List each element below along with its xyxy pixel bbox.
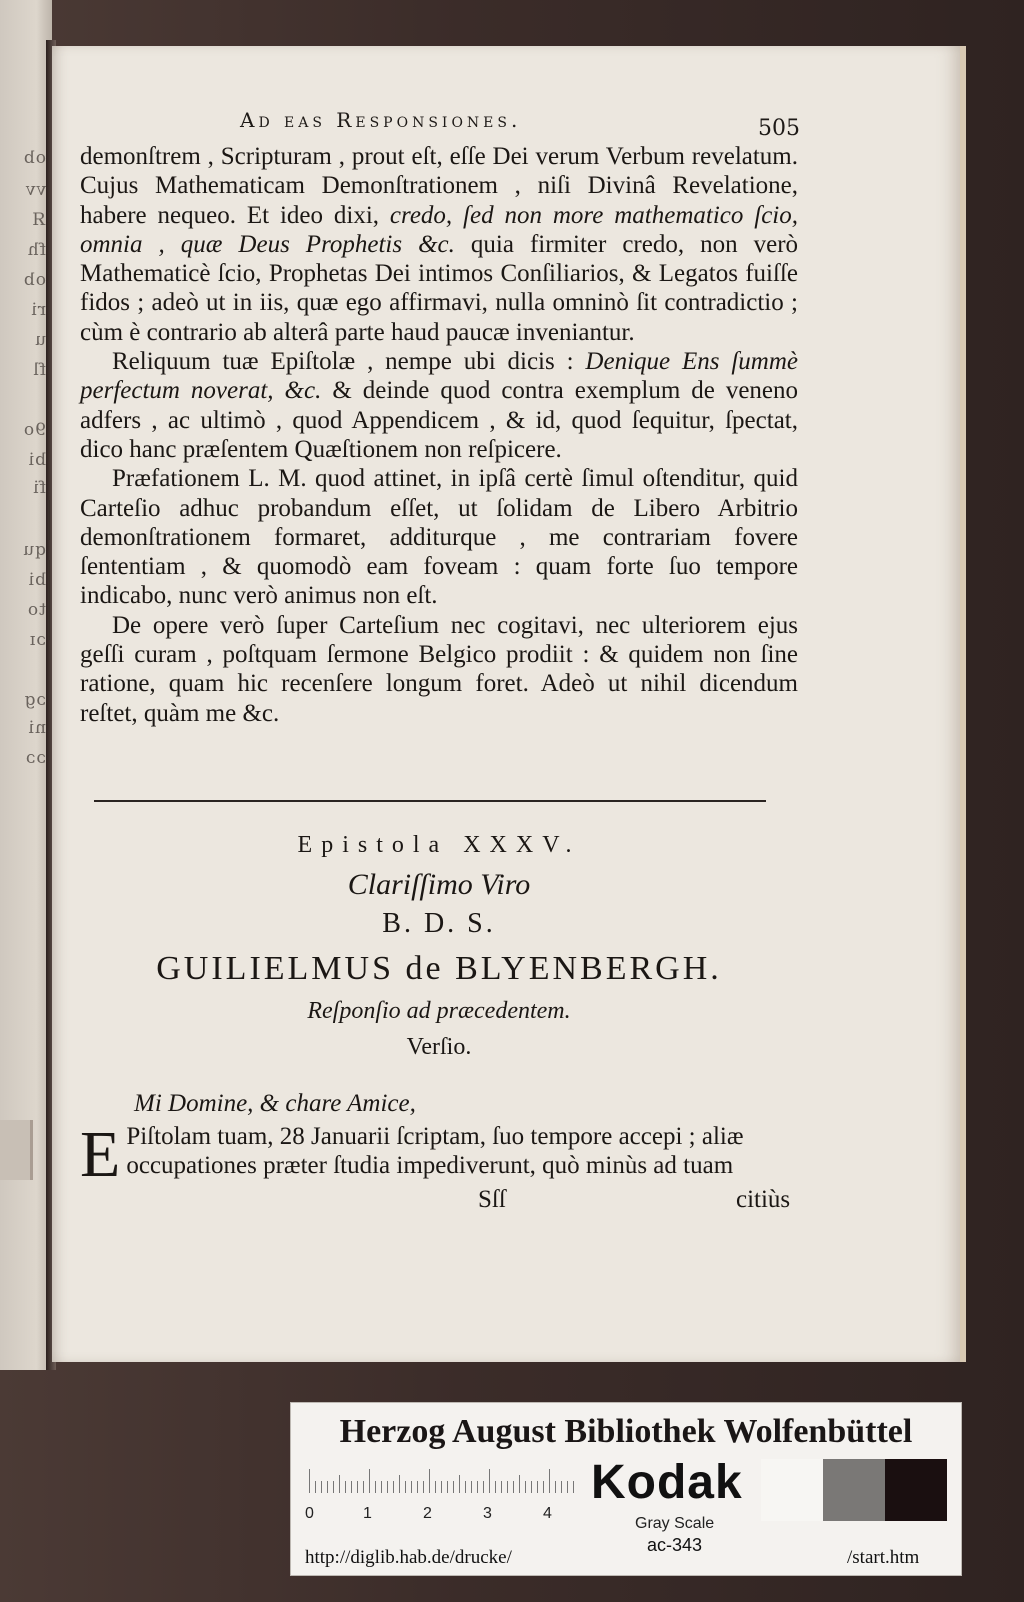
page-number: 505 [758, 116, 800, 141]
ruler-tick [531, 1481, 532, 1493]
section-rule [94, 800, 766, 802]
addressee-initials: B. D. S. [382, 908, 496, 939]
adjacent-text-fragment: bi [27, 570, 46, 590]
ruler-tick [537, 1481, 538, 1493]
adjacent-text-fragment: bi [27, 450, 46, 470]
ruler-tick [315, 1481, 316, 1493]
ruler-tick [441, 1481, 442, 1493]
adjacent-text-fragment: ɔɔ [24, 748, 46, 768]
ruler-tick [561, 1481, 562, 1493]
ruler-tick [405, 1481, 406, 1493]
ruler-tick [387, 1481, 388, 1493]
paragraph [80, 142, 798, 347]
ruler-label: 1 [363, 1505, 372, 1522]
salutation: Mi Domine, & chare Amice, [134, 1090, 416, 1117]
ruler-tick [393, 1481, 394, 1493]
margin-line [48, 500, 50, 540]
adjacent-dropcap-fragment [0, 1120, 33, 1180]
ruler-label: 3 [483, 1505, 492, 1522]
paragraph: De opere verò ſuper Carteſium nec cogitavi, nec ulteriorem ejus geſſi curam , poſtquam ſermone Belgico prodiit : & quidem non ſine ratione, quam hic recenſere longum foret. Adeò ut nihil dicendum reſtet, quàm me &c. [80, 611, 798, 727]
ruler-tick [465, 1481, 466, 1493]
adjacent-text-fragment: to [26, 600, 46, 620]
letter-opening [80, 1118, 798, 1191]
gray-swatches [761, 1459, 947, 1521]
ruler-tick [471, 1481, 472, 1493]
margin-line [48, 560, 50, 640]
swatch-gray [823, 1459, 885, 1521]
ruler-tick [525, 1481, 526, 1493]
paragraph: Præfationem L. M. quod attinet, in ipſâ certè ſimul oſtenditur, quid Carteſio adhuc probandum eſſet, ut ſolidam de Libero Arbitrio demonſtrationem formaret, additurque , me contrariam fovere ſententiam , & quomodò eam foveam : quam forte ſuo tempore indicabo, nunc verò animus non eſt. [80, 465, 798, 610]
ruler-tick [351, 1481, 352, 1493]
ruler-tick [573, 1481, 574, 1493]
ruler-tick [501, 1481, 502, 1493]
ruler-tick [447, 1481, 448, 1493]
color-calibration-card [290, 1402, 962, 1576]
ruler-tick [339, 1475, 340, 1493]
ruler-label: 4 [543, 1505, 552, 1522]
catchword: citiùs [736, 1186, 791, 1213]
drop-capital: E [80, 1118, 121, 1191]
letter-number-heading: Epistola XXXV. [297, 832, 581, 858]
measurement-ruler [305, 1465, 567, 1522]
ruler-tick [555, 1481, 556, 1493]
ruler-tick [519, 1475, 520, 1493]
ruler-tick [459, 1475, 460, 1493]
ruler-tick [357, 1481, 358, 1493]
ruler-tick [417, 1481, 418, 1493]
ruler-tick [333, 1481, 334, 1493]
ruler-tick [381, 1481, 382, 1493]
url-suffix: /start.htm [847, 1547, 920, 1568]
author-name: GUILIELMUS de BLYENBERGH. [156, 950, 722, 987]
paragraph-text: demonſtrem , Scripturam , prout eſt, eſſe Dei verum Verbum revelatum. Cujus Mathematicam Demonſtrationem , niſi Divinâ Revelatione, habere nequeo. Et ideo dixi, [80, 143, 798, 229]
library-name: Herzog August Bibliothek Wolfenbüttel [339, 1413, 913, 1450]
ruler-tick [507, 1481, 508, 1493]
ruler-tick [429, 1469, 430, 1493]
body-text [80, 142, 798, 728]
signature-mark: Sſſ [478, 1186, 506, 1213]
adjacent-text-fragment: ɔɪ [29, 630, 46, 650]
ruler-tick [489, 1469, 490, 1493]
shelfmark: ac-343 [647, 1535, 703, 1555]
adjacent-text-fragment: ob [22, 148, 46, 168]
ruler-tick [321, 1481, 322, 1493]
adjacent-text-fragment: vv [24, 180, 46, 200]
adjacent-text-fragment: ri [30, 300, 46, 320]
quotation-italic: Denique Ens ſummè perfectum noverat, &c. [80, 348, 799, 405]
adjacent-text-fragment: ni [27, 718, 46, 738]
adjacent-text-fragment: fh [26, 240, 46, 260]
adjacent-text-fragment: ob [22, 270, 46, 290]
response-note: Reſponſio ad præcedentem. [307, 998, 571, 1024]
ruler-tick [435, 1481, 436, 1493]
quotation-italic: credo, ſed non more mathematico ſcio, omnia , quæ Deus Prophetis &c. [80, 201, 798, 258]
ruler-label: 0 [305, 1505, 314, 1522]
ruler-tick [423, 1481, 424, 1493]
paragraph-text: quia firmiter credo, non verò Mathematicè ſcio, Prophetas Dei intimos Conſiliarios, & Legatos fuiſſe fidos ; adeò ut in iis, quæ ego affirmavi, nulla omninò ſit contradictio ; cùm è contrario ab alterâ parte haud paucæ inveniantur. [80, 230, 799, 346]
ruler-tick [543, 1481, 544, 1493]
swatch-white [761, 1459, 823, 1521]
paragraph-text: & deinde quod contra exemplum de veneno adfers , ac ultimò , quod Appendicem , & id, quod ſequitur, ſpectat, dico hanc præſentem Quæſtionem non reſpicere. [80, 377, 799, 463]
adjacent-text-fragment: fl [32, 360, 46, 380]
ruler-tick [327, 1481, 328, 1493]
ruler-tick [549, 1469, 550, 1493]
paragraph-text: Reliquum tuæ Epiſtolæ , nempe ubi dicis : [112, 348, 574, 376]
ruler-tick [483, 1481, 484, 1493]
adjacent-text-fragment: ɔg [23, 690, 46, 710]
paragraph [80, 347, 798, 464]
ruler-tick [375, 1481, 376, 1493]
adjacent-text-fragment: qu [22, 540, 46, 560]
adjacent-text-fragment: 9o [22, 420, 46, 440]
ruler-tick [363, 1481, 364, 1493]
swatch-black [885, 1459, 947, 1521]
ruler-tick [411, 1481, 412, 1493]
adjacent-text-fragment: u [34, 330, 46, 350]
gray-scale-label: Gray Scale [635, 1515, 715, 1532]
running-head: Ad eas Responsiones. [240, 108, 522, 132]
letter-text: Piſtolam tuam, 28 Januarii ſcriptam, ſuo tempore accepi ; aliæ occupationes præter ſtudia impediverunt, quò minùs ad tuam [126, 1123, 744, 1180]
url-prefix: http://diglib.hab.de/drucke/ [305, 1547, 512, 1568]
ruler-tick [369, 1469, 370, 1493]
ruler-tick [513, 1481, 514, 1493]
ruler-tick [495, 1481, 496, 1493]
versio-label: Verſio. [406, 1034, 472, 1060]
kodak-logo: Kodak [591, 1456, 743, 1509]
ruler-tick [309, 1469, 310, 1493]
adjacent-text-fragment: fi [32, 478, 46, 498]
adjacent-page-strip [0, 0, 52, 1370]
ruler-tick [453, 1481, 454, 1493]
adjacent-text-fragment: Я [31, 210, 46, 230]
ruler-label: 2 [423, 1505, 432, 1522]
ruler-tick [345, 1481, 346, 1493]
addressee-line: Clariſſimo Viro [347, 868, 531, 901]
ruler-tick [477, 1481, 478, 1493]
ruler-tick [399, 1475, 400, 1493]
ruler-tick [567, 1481, 568, 1493]
